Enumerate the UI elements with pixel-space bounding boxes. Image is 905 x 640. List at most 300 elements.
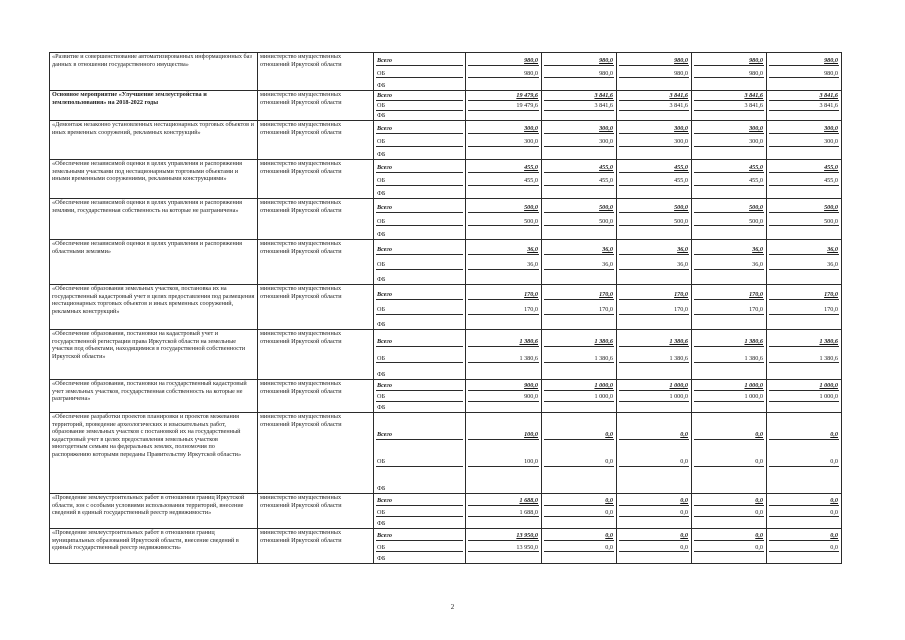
amount-ob: 170,0 (694, 299, 764, 314)
table-row (50, 240, 842, 285)
amount-cell (617, 494, 692, 529)
amount-ob: 455,0 (544, 172, 614, 185)
amount-cell (542, 91, 617, 121)
amount-total: 980,0 (599, 57, 613, 65)
responsible-executor: министерство имущественных отношений Иркутской области (258, 199, 374, 240)
amount-cell (466, 330, 542, 380)
amount-cell (767, 494, 842, 529)
table-row (50, 91, 842, 121)
amount-total: 980,0 (674, 57, 688, 65)
funding-source-cell (374, 91, 466, 121)
amount-total: 36,0 (752, 246, 763, 254)
amount-fb (619, 110, 689, 120)
measure-name: «Обеспечение независимой оценки в целях управления и распоряжения областными землями» (50, 240, 258, 285)
amount-cell (617, 285, 692, 330)
funding-source-fb: ФБ (376, 185, 463, 198)
measure-name: «Демонтаж незаконно установленных нестационарных торговых объектов и иных временных сооружений, рекламных конструкций» (50, 121, 258, 160)
amount-total: 1 380,6 (819, 338, 838, 346)
amount-ob: 1 000,0 (619, 390, 689, 401)
amount-ob: 980,0 (619, 65, 689, 78)
budget-table (49, 52, 842, 564)
table-row (50, 494, 842, 529)
measure-name: «Обеспечение разработки проектов планировки и проектов межевания территорий, проведение археологических и изыскательных работ, образование земельных участков с постановкой их на государственный кадастровый учет в целях предоставления земельных участков многодетным семьям на федеральных землях, полномочия по распоряжению которыми переданы Правительству Иркутской области» (50, 413, 258, 494)
amount-total: 1 000,0 (819, 382, 838, 390)
funding-source-ob: ОБ (376, 390, 463, 401)
amount-ob: 0,0 (544, 505, 614, 517)
amount-cell (617, 199, 692, 240)
amount-total: 1 000,0 (669, 382, 688, 390)
amount-ob: 0,0 (694, 439, 764, 466)
amount-fb (619, 269, 689, 284)
amount-fb (694, 466, 764, 493)
amount-cell (767, 199, 842, 240)
amount-ob: 0,0 (694, 540, 764, 552)
responsible-executor: министерство имущественных отношений Иркутской области (258, 529, 374, 564)
responsible-executor: министерство имущественных отношений Иркутской области (258, 330, 374, 380)
amount-fb (694, 146, 764, 159)
funding-source-cell (374, 53, 466, 91)
amount-ob: 980,0 (694, 65, 764, 78)
amount-ob: 170,0 (619, 299, 689, 314)
amount-total: 0,0 (755, 497, 763, 505)
amount-cell (542, 529, 617, 564)
amount-total: 0,0 (605, 532, 613, 540)
funding-source-total: Всего (377, 338, 392, 346)
amount-fb (544, 110, 614, 120)
amount-ob: 36,0 (619, 254, 689, 269)
responsible-executor: министерство имущественных отношений Иркутской области (258, 160, 374, 199)
amount-cell (767, 160, 842, 199)
funding-source-ob: ОБ (376, 65, 463, 78)
funding-source-ob: ОБ (376, 439, 463, 466)
amount-fb (468, 551, 539, 563)
amount-ob: 500,0 (468, 212, 539, 226)
page-number: 2 (450, 603, 455, 611)
amount-fb (468, 146, 539, 159)
amount-ob: 0,0 (619, 540, 689, 552)
funding-source-cell (374, 199, 466, 240)
table-row (50, 413, 842, 494)
amount-fb (619, 77, 689, 90)
amount-ob: 3 841,6 (544, 100, 614, 110)
amount-fb (694, 362, 764, 379)
amount-fb (694, 185, 764, 198)
amount-fb (619, 225, 689, 239)
measure-name: «Проведение землеустроительных работ в отношении границ муниципальных образований Иркутской области, внесение сведений в единый государственный реестр недвижимости» (50, 529, 258, 564)
amount-cell (692, 91, 767, 121)
amount-cell (466, 529, 542, 564)
amount-ob: 1 380,6 (468, 346, 539, 363)
funding-source-total: Всего (377, 57, 392, 65)
amount-fb (619, 146, 689, 159)
funding-source-total: Всего (377, 291, 392, 299)
amount-cell (542, 121, 617, 160)
amount-total: 170,0 (674, 291, 688, 299)
funding-source-cell (374, 494, 466, 529)
amount-total: 170,0 (749, 291, 763, 299)
amount-ob: 1 000,0 (694, 390, 764, 401)
amount-fb (769, 77, 839, 90)
amount-cell (466, 91, 542, 121)
amount-cell (692, 240, 767, 285)
amount-cell (767, 380, 842, 413)
amount-fb (544, 362, 614, 379)
amount-ob: 170,0 (769, 299, 839, 314)
amount-total: 300,0 (524, 125, 538, 133)
amount-fb (694, 269, 764, 284)
amount-fb (619, 551, 689, 563)
amount-total: 3 841,6 (819, 92, 838, 100)
funding-source-ob: ОБ (376, 172, 463, 185)
amount-cell (692, 285, 767, 330)
amount-cell (692, 53, 767, 91)
measure-name: «Обеспечение образования земельных участков, постановка их на государственный кадастровый учет в целях предоставления под размещения нестационарных торговых объектов и иных временных сооружений, рекламных конструкций» (50, 285, 258, 330)
funding-source-total: Всего (377, 92, 392, 100)
funding-source-total: Всего (377, 125, 392, 133)
funding-source-total: Всего (377, 164, 392, 172)
funding-source-fb: ФБ (376, 362, 463, 379)
amount-fb (769, 362, 839, 379)
amount-cell (767, 91, 842, 121)
amount-cell (767, 330, 842, 380)
amount-total: 0,0 (605, 497, 613, 505)
funding-source-cell (374, 529, 466, 564)
measure-name: «Обеспечение независимой оценки в целях управления и распоряжения землями, государственная собственность на которые не разграничена» (50, 199, 258, 240)
amount-total: 455,0 (524, 164, 538, 172)
amount-total: 0,0 (605, 431, 613, 439)
amount-ob: 3 841,6 (694, 100, 764, 110)
amount-ob: 980,0 (544, 65, 614, 78)
amount-fb (619, 362, 689, 379)
funding-source-total: Всего (377, 204, 392, 212)
amount-ob: 36,0 (694, 254, 764, 269)
amount-cell (542, 413, 617, 494)
amount-total: 13 950,0 (516, 532, 538, 540)
amount-fb (544, 551, 614, 563)
amount-fb (769, 516, 839, 528)
amount-fb (544, 314, 614, 329)
measure-name: Основное мероприятие «Улучшение землеустройства и землепользования» на 2018-2022 годы (50, 91, 258, 121)
amount-cell (767, 413, 842, 494)
amount-total: 0,0 (680, 431, 688, 439)
table-row (50, 285, 842, 330)
amount-total: 3 841,6 (744, 92, 763, 100)
amount-cell (542, 285, 617, 330)
amount-cell (542, 199, 617, 240)
amount-cell (617, 413, 692, 494)
measure-name: «Проведение землеустроительных работ в отношении границ Иркутской области, зон с особыми условиями использования территорий, внесение сведений в единый государственный реестр недвижимости» (50, 494, 258, 529)
amount-fb (544, 401, 614, 412)
amount-total: 300,0 (599, 125, 613, 133)
amount-ob: 1 380,6 (544, 346, 614, 363)
amount-total: 3 841,6 (594, 92, 613, 100)
amount-ob: 0,0 (619, 439, 689, 466)
funding-source-total: Всего (377, 431, 392, 439)
amount-total: 500,0 (674, 204, 688, 212)
responsible-executor: министерство имущественных отношений Иркутской области (258, 91, 374, 121)
amount-cell (617, 53, 692, 91)
amount-total: 455,0 (749, 164, 763, 172)
amount-ob: 1 000,0 (544, 390, 614, 401)
amount-total: 1 000,0 (744, 382, 763, 390)
responsible-executor: министерство имущественных отношений Иркутской области (258, 53, 374, 91)
funding-source-ob: ОБ (376, 254, 463, 269)
funding-source-cell (374, 160, 466, 199)
responsible-executor: министерство имущественных отношений Иркутской области (258, 240, 374, 285)
funding-source-fb: ФБ (376, 110, 463, 120)
amount-total: 0,0 (830, 532, 838, 540)
amount-total: 1 380,6 (519, 338, 538, 346)
amount-total: 1 380,6 (594, 338, 613, 346)
responsible-executor: министерство имущественных отношений Иркутской области (258, 413, 374, 494)
amount-total: 0,0 (680, 532, 688, 540)
amount-total: 455,0 (599, 164, 613, 172)
amount-ob: 100,0 (468, 439, 539, 466)
responsible-executor: министерство имущественных отношений Иркутской области (258, 494, 374, 529)
amount-ob: 980,0 (468, 65, 539, 78)
amount-fb (769, 185, 839, 198)
amount-ob: 500,0 (544, 212, 614, 226)
amount-fb (619, 466, 689, 493)
amount-ob: 0,0 (769, 505, 839, 517)
amount-cell (466, 240, 542, 285)
amount-total: 0,0 (830, 497, 838, 505)
amount-ob: 1 688,0 (468, 505, 539, 517)
amount-cell (466, 413, 542, 494)
amount-ob: 0,0 (694, 505, 764, 517)
amount-fb (694, 225, 764, 239)
amount-total: 100,0 (524, 431, 538, 439)
funding-source-ob: ОБ (376, 133, 463, 146)
amount-cell (617, 160, 692, 199)
amount-fb (769, 225, 839, 239)
amount-cell (767, 240, 842, 285)
table-row (50, 53, 842, 91)
amount-ob: 0,0 (544, 439, 614, 466)
amount-cell (692, 380, 767, 413)
funding-source-cell (374, 380, 466, 413)
measure-name: «Обеспечение образования, постановки на кадастровый учет и государственной регистрации права Иркутской области на земельные участки под объектами, находящимися в государственной собственности Иркутской области» (50, 330, 258, 380)
amount-ob: 0,0 (769, 439, 839, 466)
funding-source-ob: ОБ (376, 540, 463, 552)
amount-fb (694, 516, 764, 528)
amount-ob: 36,0 (468, 254, 539, 269)
amount-fb (544, 185, 614, 198)
amount-ob: 455,0 (619, 172, 689, 185)
responsible-executor: министерство имущественных отношений Иркутской области (258, 380, 374, 413)
amount-total: 36,0 (677, 246, 688, 254)
amount-fb (544, 466, 614, 493)
funding-source-fb: ФБ (376, 146, 463, 159)
amount-ob: 3 841,6 (619, 100, 689, 110)
amount-fb (468, 401, 539, 412)
amount-cell (617, 121, 692, 160)
amount-fb (468, 185, 539, 198)
amount-cell (542, 240, 617, 285)
amount-cell (767, 53, 842, 91)
amount-total: 500,0 (524, 204, 538, 212)
amount-fb (468, 516, 539, 528)
amount-fb (769, 551, 839, 563)
amount-total: 1 380,6 (744, 338, 763, 346)
amount-fb (544, 269, 614, 284)
amount-total: 170,0 (599, 291, 613, 299)
amount-ob: 300,0 (694, 133, 764, 146)
amount-fb (769, 146, 839, 159)
amount-fb (544, 146, 614, 159)
measure-name: «Обеспечение образования, постановки на государственный кадастровый учет земельных участков, государственная собственность на которые не разграничена» (50, 380, 258, 413)
amount-fb (694, 314, 764, 329)
amount-ob: 300,0 (769, 133, 839, 146)
amount-cell (542, 330, 617, 380)
amount-fb (619, 314, 689, 329)
amount-cell (542, 494, 617, 529)
amount-ob: 0,0 (619, 505, 689, 517)
amount-total: 980,0 (824, 57, 838, 65)
amount-fb (769, 110, 839, 120)
funding-source-fb: ФБ (376, 77, 463, 90)
amount-fb (769, 466, 839, 493)
amount-ob: 170,0 (468, 299, 539, 314)
amount-fb (468, 225, 539, 239)
amount-total: 0,0 (755, 532, 763, 540)
measure-name: «Обеспечение независимой оценки в целях управления и распоряжения земельными участками под нестационарными торговыми объектами и иными временными сооружениями, рекламными конструкциями» (50, 160, 258, 199)
amount-fb (468, 77, 539, 90)
funding-source-cell (374, 121, 466, 160)
amount-cell (692, 529, 767, 564)
amount-fb (694, 551, 764, 563)
funding-source-ob: ОБ (376, 299, 463, 314)
table-row (50, 380, 842, 413)
amount-cell (692, 121, 767, 160)
funding-source-ob: ОБ (376, 212, 463, 226)
amount-cell (466, 160, 542, 199)
amount-ob: 1 380,6 (769, 346, 839, 363)
amount-fb (619, 401, 689, 412)
table-row (50, 529, 842, 564)
funding-source-total: Всего (377, 382, 392, 390)
amount-fb (694, 77, 764, 90)
amount-total: 455,0 (674, 164, 688, 172)
funding-source-fb: ФБ (376, 401, 463, 412)
amount-cell (542, 160, 617, 199)
amount-total: 36,0 (527, 246, 538, 254)
amount-cell (692, 199, 767, 240)
amount-ob: 300,0 (468, 133, 539, 146)
responsible-executor: министерство имущественных отношений Иркутской области (258, 121, 374, 160)
funding-source-cell (374, 413, 466, 494)
amount-cell (466, 121, 542, 160)
table-row (50, 121, 842, 160)
funding-source-fb: ФБ (376, 516, 463, 528)
amount-total: 300,0 (674, 125, 688, 133)
amount-fb (468, 110, 539, 120)
funding-source-fb: ФБ (376, 314, 463, 329)
funding-source-fb: ФБ (376, 269, 463, 284)
funding-source-ob: ОБ (376, 100, 463, 110)
amount-cell (692, 413, 767, 494)
amount-total: 980,0 (524, 57, 538, 65)
amount-total: 1 380,6 (669, 338, 688, 346)
amount-cell (617, 529, 692, 564)
amount-ob: 0,0 (769, 540, 839, 552)
funding-source-fb: ФБ (376, 225, 463, 239)
funding-source-total: Всего (377, 532, 392, 540)
amount-ob: 455,0 (694, 172, 764, 185)
table-row (50, 199, 842, 240)
amount-total: 500,0 (749, 204, 763, 212)
funding-source-fb: ФБ (376, 466, 463, 493)
amount-ob: 36,0 (769, 254, 839, 269)
amount-total: 980,0 (749, 57, 763, 65)
amount-ob: 500,0 (619, 212, 689, 226)
amount-total: 1 688,0 (519, 497, 538, 505)
table-body (50, 53, 842, 564)
amount-cell (542, 380, 617, 413)
amount-cell (767, 285, 842, 330)
amount-fb (544, 77, 614, 90)
amount-fb (619, 185, 689, 198)
funding-source-cell (374, 285, 466, 330)
amount-fb (544, 225, 614, 239)
amount-ob: 19 479,6 (468, 100, 539, 110)
amount-ob: 900,0 (468, 390, 539, 401)
amount-cell (767, 121, 842, 160)
amount-ob: 0,0 (544, 540, 614, 552)
amount-cell (466, 199, 542, 240)
amount-cell (692, 160, 767, 199)
amount-fb (619, 516, 689, 528)
table-row (50, 160, 842, 199)
measure-name: «Развитие и совершенствование автоматизированных информационных баз данных в отношении государственного имущества» (50, 53, 258, 91)
amount-total: 900,0 (524, 382, 538, 390)
amount-total: 0,0 (755, 431, 763, 439)
amount-fb (468, 314, 539, 329)
amount-cell (466, 494, 542, 529)
amount-total: 19 479,6 (516, 92, 538, 100)
amount-total: 300,0 (824, 125, 838, 133)
amount-ob: 1 000,0 (769, 390, 839, 401)
funding-source-total: Всего (377, 246, 392, 254)
amount-total: 36,0 (602, 246, 613, 254)
amount-total: 0,0 (680, 497, 688, 505)
amount-total: 500,0 (599, 204, 613, 212)
amount-cell (617, 240, 692, 285)
amount-total: 1 000,0 (594, 382, 613, 390)
amount-fb (769, 269, 839, 284)
amount-total: 300,0 (749, 125, 763, 133)
amount-total: 36,0 (827, 246, 838, 254)
amount-cell (617, 91, 692, 121)
funding-source-total: Всего (377, 497, 392, 505)
amount-fb (468, 362, 539, 379)
responsible-executor: министерство имущественных отношений Иркутской области (258, 285, 374, 330)
amount-total: 455,0 (824, 164, 838, 172)
amount-cell (466, 380, 542, 413)
amount-ob: 1 380,6 (619, 346, 689, 363)
amount-total: 500,0 (824, 204, 838, 212)
amount-ob: 3 841,6 (769, 100, 839, 110)
amount-total: 0,0 (830, 431, 838, 439)
amount-fb (694, 401, 764, 412)
funding-source-ob: ОБ (376, 346, 463, 363)
amount-ob: 36,0 (544, 254, 614, 269)
amount-fb (694, 110, 764, 120)
amount-cell (617, 330, 692, 380)
amount-cell (767, 529, 842, 564)
amount-ob: 455,0 (468, 172, 539, 185)
funding-source-ob: ОБ (376, 505, 463, 517)
